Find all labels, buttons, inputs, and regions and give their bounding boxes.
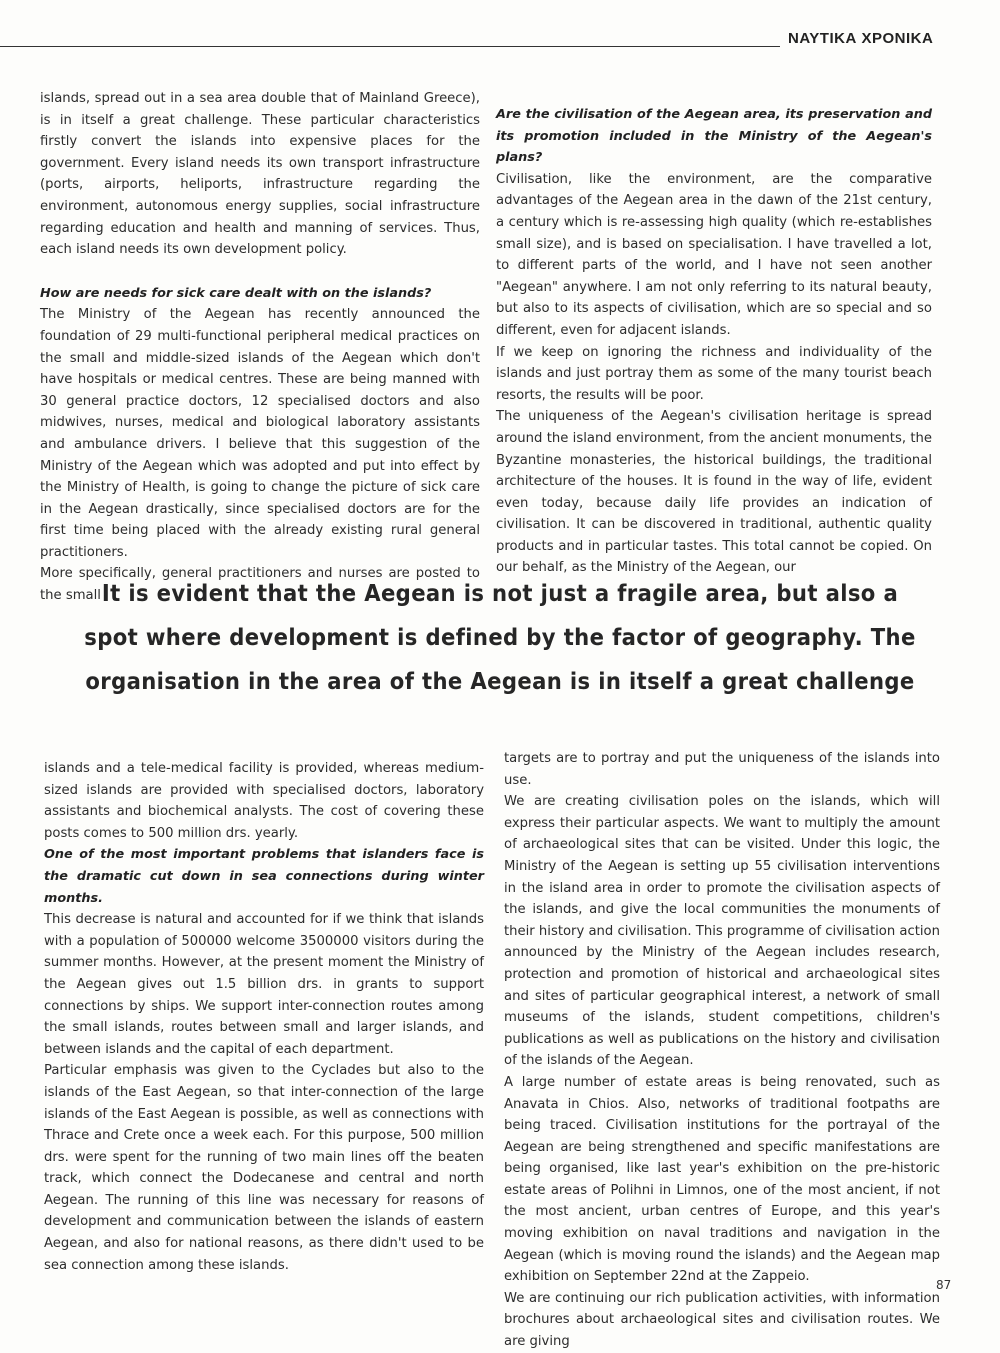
paragraph: islands, spread out in a sea area double that of Mainland Greece), is in itself a great challenge. These particular characteristics firstly convert the islands into expensive places for the government. Every island needs its own transport infrastructure (ports, airports, heliports, infrastructure regarding the environment, autonomous energy supplies, social infrastructure regarding education and health and manning of services. Thus, each island needs its own development policy. [40, 91, 480, 258]
column-top-right [496, 104, 932, 579]
interview-question: One of the most important problems that islanders face is the dramatic cut down in sea connections during winter months. [44, 847, 484, 906]
header-rule [0, 46, 780, 47]
paragraph: We are creating civilisation poles on the islands, which will express their particular aspects. We want to multiply the amount of archaeological sites that can be visited. Under this logic, the Ministry of the Aegean is setting up 55 civilisation interventions in the island area in order to promote the civilisation aspects of the islands, and give the local communities the monuments of their history and civilisation. This programme of civilisation action announced by the Ministry of the Aegean includes research, protection and promotion of historical and archaeological sites and sites of particular geographical interest, a network of small museums of the islands, student competitions, children's publications as well as publications on the history and civilisation of the islands of the Aegean. [504, 794, 940, 1069]
interview-question: How are needs for sick care dealt with on the islands? [40, 285, 432, 301]
paragraph: Civilisation, like the environment, are the comparative advantages of the Aegean area in the dawn of the 21st century, a century which is re-assessing high quality (which re-establishes small size), and is based on specialisation. I have travelled a lot, to different parts of the world, and I have not seen another "Aegean" anywhere. I am not only referring to its natural beauty, but also to its aspects of civilisation, which are so special and so different, even for adjacent islands. [496, 171, 932, 338]
paragraph: The uniqueness of the Aegean's civilisation heritage is spread around the island environment, from the ancient monuments, the Byzantine monasteries, the historical buildings, the traditional architecture of the houses. It is found in the way of life, evident even today, because daily life provides an indication of civilisation. It can be discovered in traditional, authentic quality products and in particular tastes. This total cannot be copied. On our behalf, as the Ministry of the Aegean, our [496, 409, 932, 576]
interview-question: Are the civilisation of the Aegean area, its preservation and its promotion included in the Ministry of the Aegean's plans? [496, 107, 932, 166]
paragraph: islands and a tele-medical facility is provided, whereas medium-sized islands are provided with specialised doctors, laboratory assistants and biochemical analysts. The cost of covering these posts comes to 500 million drs. yearly. [44, 761, 484, 841]
column-top-left [40, 88, 480, 607]
paragraph: A large number of estate areas is being renovated, such as Anavata in Chios. Also, networks of traditional footpaths are being traced. Civilisation institutions for the portrayal of the Aegean are being strengthened and specific manifestations are being organised, like last year's exhibition on the pre-historic estate areas of Polihni in Limnos, one of the most ancient, if not the most ancient, urban centres of Europe, and this year's moving exhibition on naval traditions and navigation in the Aegean (which is moving round the islands) and the Aegean map exhibition on September 22nd at the Zappeio. [504, 1074, 940, 1285]
paragraph: This decrease is natural and accounted for if we think that islands with a population of 500000 welcome 3500000 visitors during the summer months. However, at the present moment the Ministry of the Aegean gives out 1.5 billion drs. in grants to support connections by ships. We support inter-connection routes among the small islands, routes between small and larger islands, and between islands and the capital of each department. [44, 912, 484, 1057]
paragraph: We are continuing our rich publication activities, with information brochures about archaeological sites and civilisation routes. We are giving [504, 1290, 940, 1350]
paragraph: targets are to portray and put the uniqueness of the islands into use. [504, 751, 940, 788]
column-bottom-right [504, 748, 940, 1353]
paragraph: The Ministry of the Aegean has recently announced the foundation of 29 multi-functional peripheral medical practices on the small and middle-sized islands of the Aegean which don't have hospitals or medical centres. These are being manned with 30 general practice doctors, 12 specialised doctors and also midwives, nurses, medical and biological laboratory assistants and ambulance drivers. I believe that this suggestion of the Ministry of the Aegean which was adopted and put into effect by the Ministry of Health, is going to change the picture of sick care in the Aegean drastically, since specialised doctors are for the first time being placed with the already existing rural general practitioners. [40, 307, 480, 560]
paragraph: If we keep on ignoring the richness and individuality of the islands and just portray them as some of the many tourist beach resorts, the results will be poor. [496, 344, 932, 403]
page-number: 87 [936, 1278, 952, 1292]
paragraph: Particular emphasis was given to the Cyclades but also to the islands of the East Aegean, so that inter-connection of the large islands of the East Aegean is possible, as well as connections with Thrace and Crete once a week each. For this purpose, 500 million drs. were spent for the running of two main lines off the beaten track, which connect the Dodecanese and central and north Aegean. The running of this line was necessary for reasons of development and communication between the islands of eastern Aegean, and also for national reasons, as there didn't used to be sea connection among these islands. [44, 1063, 484, 1273]
column-bottom-left [44, 758, 484, 1276]
pull-quote: It is evident that the Aegean is not just a fragile area, but also a spot where development is defined by the factor of geography. The organisation in the area of the Aegean is in itself a great challenge [84, 581, 916, 695]
magazine-title: ΝΑΥΤΙΚΑ ΧΡΟΝΙΚΑ [788, 30, 934, 47]
paragraph: More specifically, general practitioners and nurses are posted to the small [40, 566, 480, 604]
